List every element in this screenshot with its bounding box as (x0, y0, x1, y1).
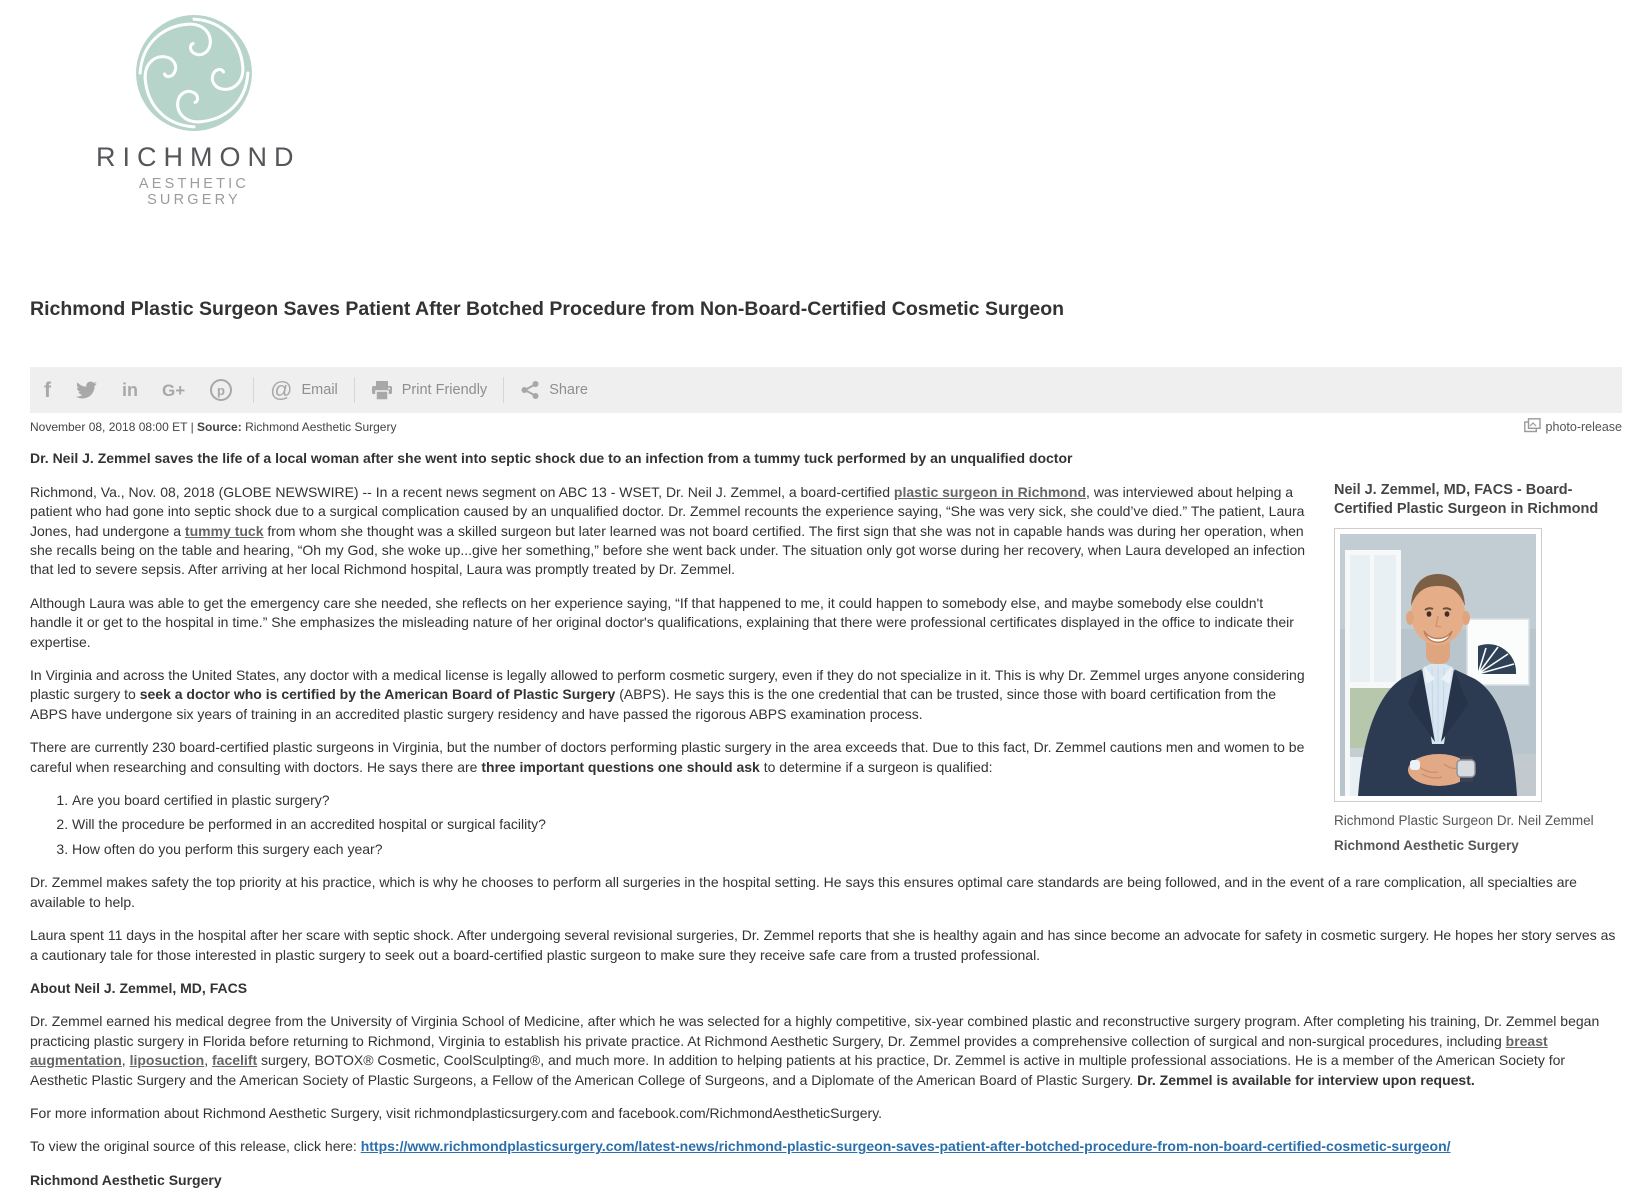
logo-swirl-icon (133, 12, 255, 134)
about-heading: About Neil J. Zemmel, MD, FACS (30, 979, 248, 996)
paragraph-6: Laura spent 11 days in the hospital after her scare with septic shock. After undergoing several revisional surgeries, Dr. Zemmel reports that she is healthy again and has since become an advocate for safety in cosmetic surgery. He hopes her story serves as a cautionary tale for those interested in plastic surgery to seek out a board-certified plastic surgeon to make sure they receive safe care from a trusted professional. (30, 927, 1616, 963)
share-label: Share (549, 382, 588, 399)
lead-paragraph: Dr. Neil J. Zemmel saves the life of a local woman after she went into septic shock due to an infection from a tummy tuck performed by an unqualified doctor (30, 450, 1073, 467)
doctor-photo[interactable] (1334, 528, 1542, 802)
brand-name: RICHMOND (96, 142, 301, 172)
photo-caption-org: Richmond Aesthetic Surgery (1334, 837, 1519, 853)
bold-abps-statement: seek a doctor who is certified by the American Board of Plastic Surgery (139, 686, 616, 703)
text-segment: , was interviewed about helping a patient who had gone into septic shock due to a surgical complication caused by an unqualified doctor. Dr. Zemmel recounts the experience saying, “She was very sick, she could’ve died.” The patient, Laura Jones, had undergone a (30, 483, 1305, 539)
photo-title: Neil J. Zemmel, MD, FACS - Board-Certified Plastic Surgeon in Richmond (1334, 482, 1599, 517)
text-segment: (ABPS). He says this is the one credential that can be trusted, since those with board certification from the ABPS have undergone six years of training in an accredited plastic surgery residency and have passed the rigorous ABPS examination process. (30, 686, 1277, 722)
text-segment: There are currently 230 board-certified plastic surgeons in Virginia, but the number of doctors performing plastic surgery in the area exceeds that. Due to this fact, Dr. Zemmel cautions men and women to be careful when researching and consulting with doctors. He says there are (30, 739, 1305, 775)
paragraph-9 (30, 1137, 1622, 1156)
social-share-bar (30, 367, 1622, 413)
link-original-source[interactable]: https://www.richmondplasticsurgery.com/latest-news/richmond-plastic-surgeon-saves-patient-after-botched-procedure-from-non-board-certified-cosmetic-surgeon/ (360, 1138, 1451, 1155)
text-segment: In Virginia and across the United States, any doctor with a medical license is legally allowed to perform cosmetic surgery, even if they do not specialize in it. This is why Dr. Zemmel urges anyone considering plastic surgery to (30, 667, 1305, 703)
text-segment: , (204, 1052, 213, 1069)
photo-release-badge[interactable] (1524, 418, 1622, 436)
twitter-icon[interactable] (75, 381, 98, 400)
linkedin-icon[interactable]: in (122, 380, 138, 401)
paragraph-5: Dr. Zemmel makes safety the top priority at his practice, which is why he chooses to perform all surgeries in the hospital setting. He says this ensures optimal care standards are being followed, and in the event of a rare complication, all specialties are available to help. (30, 874, 1577, 910)
link-liposuction[interactable]: liposuction (129, 1052, 205, 1069)
photo-sidebar (1334, 481, 1622, 855)
meta-divider: | (190, 420, 194, 435)
email-label: Email (301, 382, 338, 399)
list-item: 3. How often do you perform this surgery each year? (72, 840, 1622, 859)
text-segment: surgery, BOTOX® Cosmetic, CoolSculpting®, and much more. In addition to helping patients at his practice, Dr. Zemmel is active in multiple professional associations. He is a member of the American Society for Aesthetic Plastic Surgery and the American Society of Plastic Surgeons, a Fellow of the American College of Surgeons, and a Diplomate of the American Board of Plastic Surgery. (30, 1052, 1566, 1088)
signature-line: Richmond Aesthetic Surgery (30, 1171, 222, 1188)
article-body (30, 449, 1622, 1190)
text-segment: , (121, 1052, 130, 1069)
release-meta (30, 420, 396, 434)
photo-caption: Richmond Plastic Surgeon Dr. Neil Zemmel (1334, 813, 1594, 829)
link-facelift[interactable]: facelift (212, 1052, 258, 1069)
divider (503, 377, 504, 403)
brand-tagline: AESTHETIC SURGERY (138, 176, 250, 208)
text-segment: from whom she thought was a skilled surgeon but later learned was not board certified. The first sign that she was not in capable hands was during her operation, when she recalls being on the table and hearing, “Oh my God, she woke up...give her something,” before she went back under. The situation only got worse during her recovery, when Laura developed an infection that led to severe sepsis. After arriving at her local Richmond hospital, Laura was promptly treated by Dr. Zemmel. (30, 522, 1306, 578)
print-friendly-label: Print Friendly (401, 382, 488, 399)
facebook-icon[interactable]: f (44, 378, 51, 402)
list-item: 2. Will the procedure be performed in an accredited hospital or surgical facility? (72, 815, 1622, 834)
email-at-icon: @ (270, 377, 293, 403)
brand-logo (96, 0, 301, 208)
email-button[interactable] (270, 379, 338, 401)
text-segment: Richmond, Va., Nov. 08, 2018 (GLOBE NEWSWIRE) -- In a recent news segment on ABC 13 - WSET, Dr. Neil J. Zemmel, a board-certified (30, 483, 894, 500)
paragraph-8: For more information about Richmond Aesthetic Surgery, visit richmondplasticsurgery.com and facebook.com/RichmondAestheticSurgery. (30, 1104, 883, 1121)
release-date: November 08, 2018 08:00 ET (30, 420, 188, 435)
divider (354, 377, 355, 403)
source-label: Source: (197, 420, 242, 435)
meta-row (30, 418, 1622, 436)
social-icons-group (44, 378, 233, 402)
text-segment: Dr. Zemmel earned his medical degree from the University of Virginia School of Medicine, after which he was selected for a highly competitive, six-year combined plastic and reconstructive surgery program. After completing his training, Dr. Zemmel began practicing plastic surgery in Florida before returning to Richmond, Virginia to establish his private practice. At Richmond Aesthetic Surgery, Dr. Zemmel provides a comprehensive collection of surgical and non-surgical procedures, including (30, 1013, 1600, 1049)
pinterest-icon[interactable] (209, 378, 233, 402)
photo-stack-icon (1524, 418, 1541, 436)
article-headline: Richmond Plastic Surgeon Saves Patient After Botched Procedure from Non-Board-Certified Cosmetic Surgeon (30, 298, 1065, 320)
googleplus-icon[interactable]: G+ (162, 380, 186, 400)
list-item: 1. Are you board certified in plastic surgery? (72, 791, 1622, 810)
paragraph-2: Although Laura was able to get the emergency care she needed, she reflects on her experience saying, “If that happened to me, it could happen to somebody else, and maybe somebody else couldn't handle it or get to the hospital in time.” She emphasizes the misleading nature of her original doctor's qualifications, explaining that there were professional certificates displayed in the office to indicate their expertise. (30, 594, 1294, 650)
paragraph-7 (30, 1012, 1622, 1090)
text-segment: to determine if a surgeon is qualified: (759, 758, 993, 775)
photo-release-label: photo-release (1545, 420, 1622, 435)
svg-text:p: p (217, 383, 226, 399)
bold-three-questions: three important questions one should ask (481, 758, 760, 775)
source-value: Richmond Aesthetic Surgery (245, 420, 397, 435)
share-icon (520, 380, 540, 400)
link-breast-augmentation[interactable]: breast augmentation (30, 1032, 1548, 1069)
bold-interview-note: Dr. Zemmel is available for interview upon request. (1137, 1071, 1475, 1088)
text-segment: To view the original source of this release, click here: (30, 1138, 361, 1155)
share-button[interactable] (520, 380, 588, 400)
print-friendly-button[interactable] (371, 381, 487, 400)
divider (253, 377, 254, 403)
printer-icon (371, 381, 393, 400)
link-tummy-tuck[interactable]: tummy tuck (184, 522, 264, 539)
link-plastic-surgeon-in-richmond[interactable]: plastic surgeon in Richmond (893, 483, 1087, 500)
